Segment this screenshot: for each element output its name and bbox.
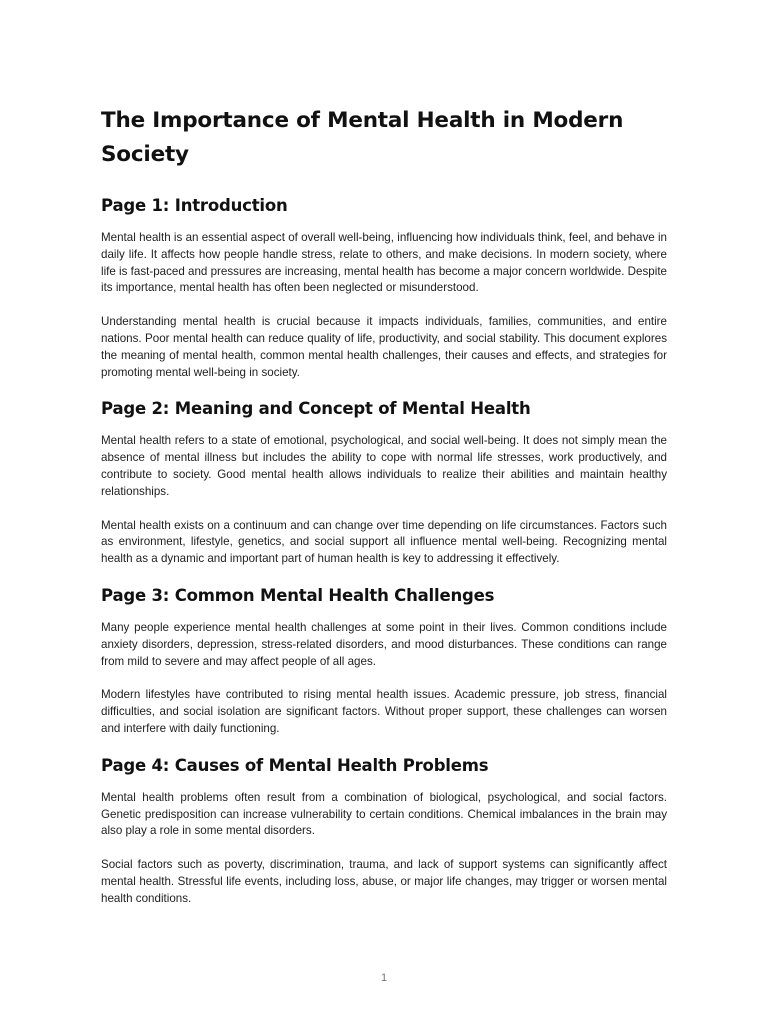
paragraph: Mental health problems often result from a combination of biological, psychological, and social factors. Genetic predisposition can increase vulnerability to certain conditions. Chemical imbalances in the brain may also play a role in some mental disorders.	[101, 790, 667, 838]
paragraph: Mental health is an essential aspect of overall well-being, influencing how individuals think, feel, and behave in daily life. It affects how people handle stress, relate to others, and make decisions. In modern society, where life is fast-paced and pressures are increasing, mental health has become a major concern worldwide. Despite its importance, mental health has often been neglected or misunderstood.	[101, 231, 667, 295]
section-heading: Page 1: Introduction	[101, 196, 288, 215]
page-number: 1	[380, 972, 388, 984]
section-heading: Page 4: Causes of Mental Health Problems	[101, 755, 489, 775]
paragraph: Mental health exists on a continuum and can change over time depending on life circumstances. Factors such as environment, lifestyle, genetics, and social support all influence mental well-being. Recognizing mental health as a dynamic and important part of human health is key to addressing it effectively.	[101, 518, 667, 566]
paragraph: Social factors such as poverty, discrimination, trauma, and lack of support systems can significantly affect mental health. Stressful life events, including loss, abuse, or major life changes, may trigger or worsen mental health conditions.	[101, 858, 667, 905]
document-title: The Importance of Mental Health in Modern Society	[101, 108, 624, 167]
section-common-challenges	[101, 585, 667, 738]
section-heading: Page 2: Meaning and Concept of Mental Health	[101, 399, 531, 419]
paragraph: Understanding mental health is crucial because it impacts individuals, families, communities, and entire nations. Poor mental health can reduce quality of life, productivity, and social stability. This document explores the meaning of mental health, common mental health challenges, their causes and effects, and strategies for promoting mental well-being in society.	[101, 315, 667, 379]
section-meaning-and-concept	[101, 398, 667, 568]
paragraph: Many people experience mental health challenges at some point in their lives. Common conditions include anxiety disorders, depression, stress-related disorders, and mood disturbances. These conditions can range from mild to severe and may affect people of all ages.	[101, 620, 667, 668]
section-introduction	[101, 195, 667, 381]
paragraph: Modern lifestyles have contributed to rising mental health issues. Academic pressure, job stress, financial difficulties, and social isolation are significant factors. Without proper support, these challenges can worsen and interfere with daily functioning.	[101, 688, 667, 735]
section-heading: Page 3: Common Mental Health Challenges	[101, 585, 495, 605]
paragraph: Mental health refers to a state of emotional, psychological, and social well-being. It does not simply mean the absence of mental illness but includes the ability to cope with normal life stresses, work productively, and contribute to society. Good mental health allows individuals to realize their abilities and maintain healthy relationships.	[101, 434, 667, 498]
document-page	[101, 104, 667, 925]
section-causes	[101, 755, 667, 908]
